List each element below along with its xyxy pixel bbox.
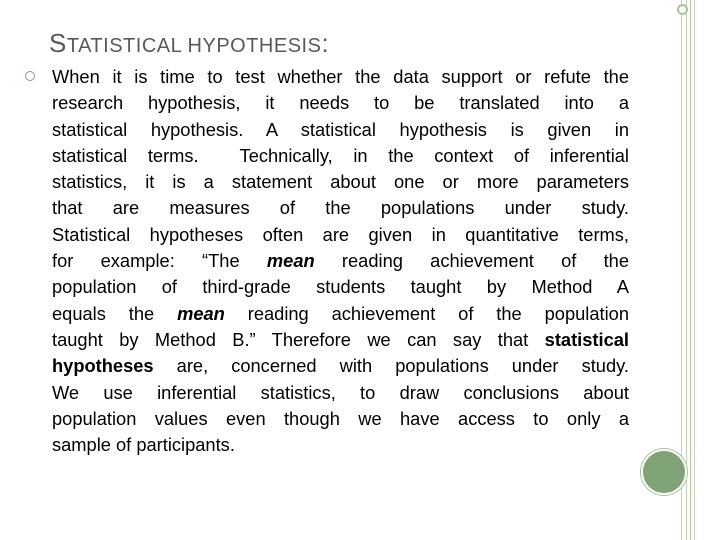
paragraph-line xyxy=(52,117,629,143)
line-text: reading achievement of the population xyxy=(224,302,629,324)
slide-border-line xyxy=(690,0,691,540)
decorative-large-circle xyxy=(641,449,687,495)
bold-text: hypotheses xyxy=(52,355,154,377)
paragraph-line xyxy=(52,90,629,116)
slide-border-line xyxy=(694,0,695,540)
paragraph-line xyxy=(52,380,629,406)
paragraph-line xyxy=(52,301,629,327)
title-rest: TATISTICAL HYPOTHESIS xyxy=(66,35,322,57)
decorative-small-circle xyxy=(677,4,688,15)
paragraph-line xyxy=(52,64,629,90)
paragraph-line xyxy=(52,432,629,458)
emphasis-text: mean xyxy=(266,250,315,272)
paragraph-line xyxy=(52,248,629,274)
slide-border-line xyxy=(686,0,687,540)
line-text: sample of participants. xyxy=(52,434,235,456)
line-text: Statistical hypotheses often are given in quantitative terms, xyxy=(52,223,629,245)
paragraph-line xyxy=(52,222,629,248)
title-colon: : xyxy=(321,28,330,58)
line-text: for example: “The xyxy=(52,250,267,272)
line-text: are, concerned with populations under study. xyxy=(153,355,629,377)
paragraph-line xyxy=(52,195,629,221)
paragraph-line xyxy=(52,353,629,379)
paragraph-line xyxy=(52,169,629,195)
line-text: statistical terms. Technically, in the context of inferential xyxy=(52,144,629,166)
line-text: We use inferential statistics, to draw conclusions about xyxy=(52,381,629,403)
line-text: equals the xyxy=(52,302,178,324)
line-text: population of third-grade students taught by Method A xyxy=(52,276,629,298)
body-paragraph xyxy=(52,64,629,458)
title-first-letter: S xyxy=(49,28,67,58)
line-text: population values even though we have access to only a xyxy=(52,407,629,429)
paragraph-line xyxy=(52,274,629,300)
bullet-icon xyxy=(25,71,35,81)
line-text: statistical hypothesis. A statistical hypothesis is given in xyxy=(52,118,629,140)
line-text: reading achievement of the xyxy=(314,250,629,272)
line-text: that are measures of the populations under study. xyxy=(52,197,629,219)
slide-title xyxy=(49,28,329,59)
paragraph-line xyxy=(52,143,629,169)
line-text: taught by Method B.” Therefore we can say that xyxy=(52,328,545,350)
paragraph-line xyxy=(52,327,629,353)
paragraph-line xyxy=(52,406,629,432)
emphasis-text: mean xyxy=(177,302,225,324)
line-text: research hypothesis, it needs to be translated into a xyxy=(52,92,629,114)
line-text: statistics, it is a statement about one or more parameters xyxy=(52,171,629,193)
line-text: When it is time to test whether the data support or refute the xyxy=(52,66,629,87)
bold-text: statistical xyxy=(544,328,629,350)
